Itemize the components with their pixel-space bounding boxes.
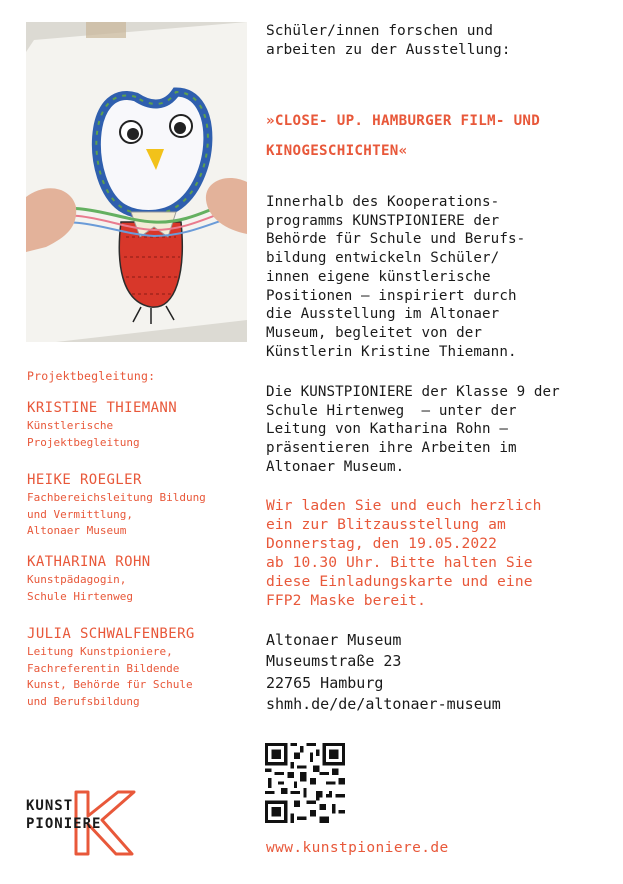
logo-line-2: PIONIERE (26, 816, 102, 832)
logo-line-1: KUNST (26, 798, 74, 814)
person-name: JULIA SCHWALFENBERG (27, 626, 195, 642)
person-item (27, 554, 151, 605)
person-name: KRISTINE THIEMANN (27, 400, 178, 416)
person-item (27, 400, 177, 451)
exhibition-title: »CLOSE- UP. HAMBURGER FILM- UND KINOGESCHICHTEN« (266, 113, 541, 159)
person-role: Künstlerische Projektbegleitung (27, 419, 140, 449)
artwork-photo (26, 22, 247, 342)
program-paragraph: Innerhalb des Kooperations- programms KUNSTPIONIERE der Behörde für Schule und Berufs- bildung entwickeln Schüler/ innen eigene künstlerische Positionen – inspiriert durch die Ausstellung im Altonaer Museum, begleitet von der Künstlerin Kristine Thiemann. (266, 194, 526, 360)
person-name: HEIKE ROEGLER (27, 472, 142, 488)
qr-code-icon (265, 743, 345, 823)
intro-text: Schüler/innen forschen und arbeiten zu der Ausstellung: (266, 23, 511, 58)
person-role: Fachbereichsleitung Bildung und Vermittlung, Altonaer Museum (27, 491, 206, 537)
person-item (27, 472, 206, 540)
person-name: KATHARINA ROHN (27, 554, 151, 570)
class-paragraph: Die KUNSTPIONIERE der Klasse 9 der Schule Hirtenweg – unter der Leitung von Katharina Rohn – präsentieren ihre Arbeiten im Altonaer Museum. (266, 384, 560, 475)
museum-address: Altonaer Museum Museumstraße 23 22765 Hamburg shmh.de/de/altonaer-museum (266, 631, 501, 713)
kunstpioniere-logo (26, 788, 138, 858)
person-item (27, 626, 195, 710)
invitation-paragraph: Wir laden Sie und euch herzlich ein zur Blitzausstellung am Donnerstag, den 19.05.2022 ab 10.30 Uhr. Bitte halten Sie diese Einladungskarte und eine FFP2 Maske bereit. (266, 497, 542, 609)
person-role: Kunstpädagogin, Schule Hirtenweg (27, 573, 133, 603)
website-link[interactable]: www.kunstpioniere.de (266, 840, 449, 856)
project-support-label: Projektbegleitung: (27, 369, 156, 383)
person-role: Leitung Kunstpioniere, Fachreferentin Bildende Kunst, Behörde für Schule und Berufsbildung (27, 645, 193, 708)
